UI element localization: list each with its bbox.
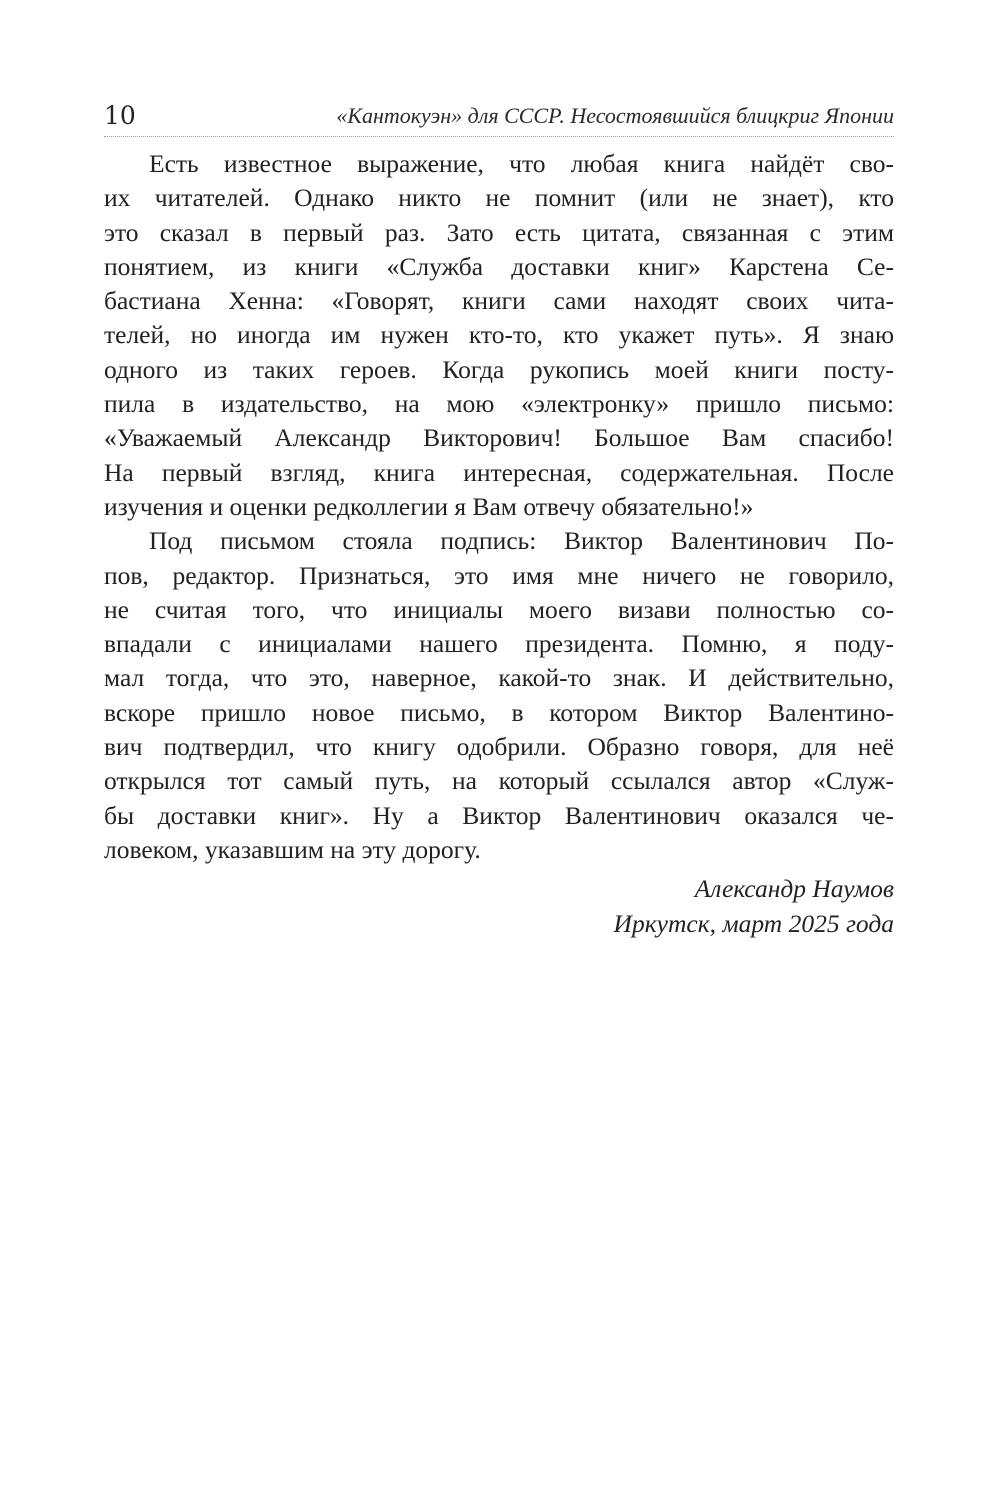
place-and-date: Иркутск, март 2025 года [613, 909, 894, 939]
text-line: бы доставки книг». Ну а Виктор Валентинович оказался че- [104, 800, 894, 830]
text-line: Под письмом стояла подпись: Виктор Валентинович По- [149, 526, 894, 556]
book-page [104, 96, 894, 941]
text-line: не считая того, что инициалы моего визави полностью со- [104, 594, 894, 624]
text-line: «Уважаемый Александр Викторович! Большое Вам спасибо! [104, 423, 894, 453]
paragraph-2 [104, 524, 894, 867]
text-line: открылся тот самый путь, на который ссылался автор «Служ- [104, 766, 894, 796]
text-line: это сказал в первый раз. Зато есть цитата, связанная с этим [104, 217, 894, 247]
running-title: «Кантокуэн» для СССР. Несостоявшийся блицкриг Японии [336, 103, 894, 128]
text-line: пов, редактор. Признаться, это имя мне ничего не говорило, [104, 560, 894, 590]
text-line: мал тогда, что это, наверное, какой-то знак. И действительно, [104, 663, 894, 693]
text-line: телей, но иногда им нужен кто-то, кто укажет путь». Я знаю [104, 320, 894, 350]
text-line: их читателей. Однако никто не помнит (или не знает), кто [104, 183, 894, 213]
text-line: одного из таких героев. Когда рукопись моей книги посту- [104, 354, 894, 384]
text-line: вскоре пришло новое письмо, в котором Виктор Валентино- [104, 697, 894, 727]
text-line: Есть известное выражение, что любая книга найдёт сво- [149, 149, 894, 178]
text-line: бастиана Хенна: «Говорят, книги сами находят своих чита- [104, 286, 894, 316]
signature-block [104, 871, 894, 941]
body-text [104, 147, 894, 867]
text-line: изучения и оценки редколлегии я Вам отвечу обязательно!» [104, 491, 754, 521]
author-name: Александр Наумов [694, 874, 894, 904]
text-line: понятием, из книги «Служба доставки книг» Карстена Се- [104, 251, 894, 281]
page-number: 10 [104, 101, 136, 130]
paragraph-1 [104, 147, 894, 524]
text-line: ловеком, указавшим на эту дорогу. [104, 834, 481, 864]
text-line: пила в издательство, на мою «электронку» пришло письмо: [104, 389, 894, 419]
running-header [104, 96, 894, 137]
text-line: впадали с инициалами нашего президента. Помню, я поду- [104, 629, 894, 659]
text-line: На первый взгляд, книга интересная, содержательная. После [104, 457, 894, 487]
text-line: вич подтвердил, что книгу одобрили. Образно говоря, для неё [104, 732, 894, 762]
